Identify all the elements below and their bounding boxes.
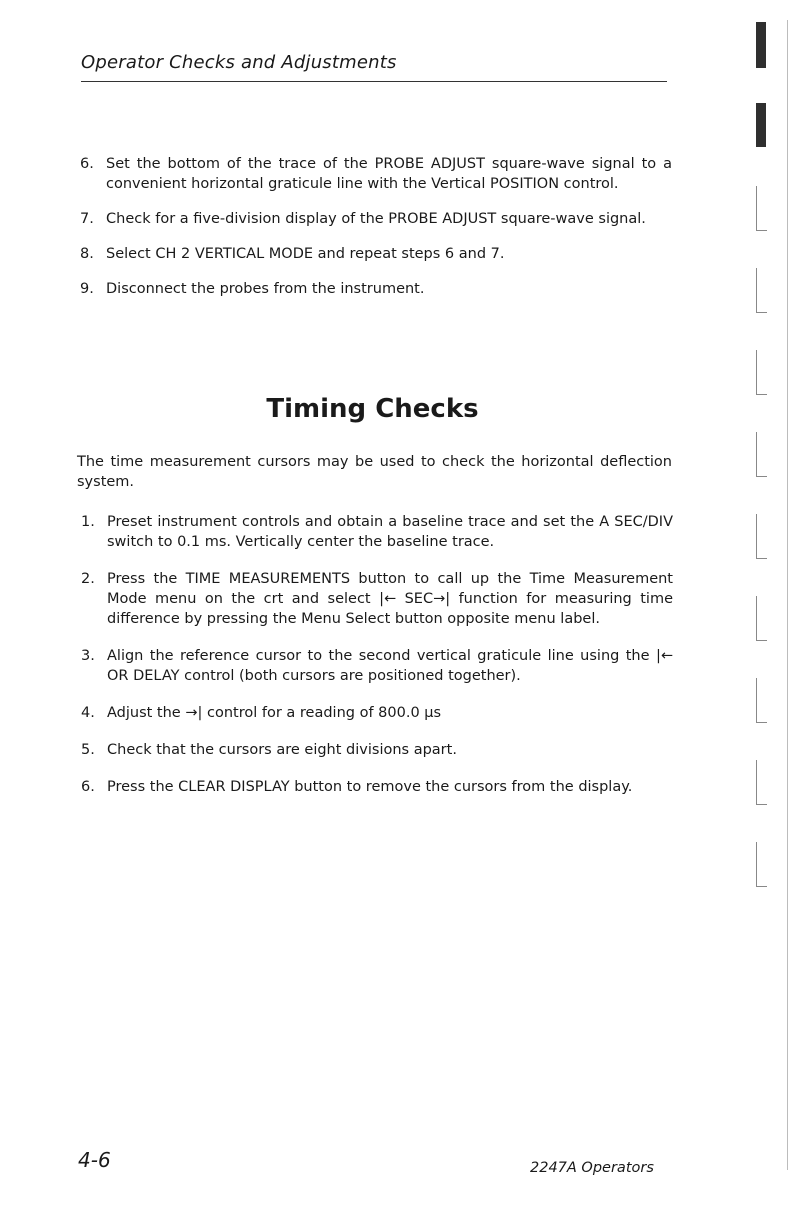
step-text: Adjust the →| control for a reading of 800.0 µs	[107, 705, 442, 721]
list-item	[81, 646, 673, 686]
list-item	[80, 279, 672, 299]
list-item	[80, 209, 672, 229]
list-item	[80, 244, 672, 264]
page-edge	[787, 20, 788, 1170]
thumb-tab-marker	[756, 22, 766, 68]
list-item	[81, 740, 673, 760]
thumb-tab-marker	[756, 350, 767, 395]
list-item	[81, 512, 673, 552]
step-number: 5.	[81, 742, 95, 758]
step-number: 6.	[80, 156, 94, 172]
thumb-tab-marker	[756, 678, 767, 723]
step-number: 4.	[81, 705, 95, 721]
list-item	[81, 569, 673, 629]
page-number: 4-6	[78, 1148, 111, 1172]
step-number: 7.	[80, 211, 94, 227]
thumb-tab-marker	[756, 268, 767, 313]
thumb-tab-marker	[756, 186, 767, 231]
list-item	[81, 777, 673, 797]
step-text: Align the reference cursor to the second vertical graticule line using the |← OR DELAY control (both cursors are positioned together).	[107, 648, 673, 684]
thumb-tab-marker	[756, 760, 767, 805]
step-number: 9.	[80, 281, 94, 297]
running-header: Operator Checks and Adjustments	[81, 52, 397, 73]
step-text: Preset instrument controls and obtain a baseline trace and set the A SEC/DIV switch to 0.1 ms. Vertically center the baseline trace.	[107, 514, 673, 550]
section-intro: The time measurement cursors may be used to check the horizontal deflection system.	[77, 454, 672, 490]
section-heading: Timing Checks	[266, 394, 479, 424]
header-rule	[81, 81, 667, 82]
step-number: 2.	[81, 571, 95, 587]
step-number: 8.	[80, 246, 94, 262]
list-item	[81, 703, 673, 723]
step-text: Select CH 2 VERTICAL MODE and repeat steps 6 and 7.	[106, 246, 505, 262]
manual-title: 2247A Operators	[530, 1160, 654, 1176]
step-text: Disconnect the probes from the instrument.	[106, 281, 425, 297]
thumb-tab-marker	[756, 103, 766, 147]
thumb-tab-marker	[756, 514, 767, 559]
thumb-tab-marker	[756, 596, 767, 641]
step-number: 6.	[81, 779, 95, 795]
procedure-list-part1	[80, 154, 672, 314]
step-text: Set the bottom of the trace of the PROBE ADJUST square-wave signal to a convenient horizontal graticule line with the Vertical POSITION control.	[106, 156, 672, 192]
step-text: Check that the cursors are eight divisions apart.	[107, 742, 457, 758]
thumb-tab-marker	[756, 842, 767, 887]
step-text: Press the CLEAR DISPLAY button to remove the cursors from the display.	[107, 779, 633, 795]
step-text: Press the TIME MEASUREMENTS button to call up the Time Measurement Mode menu on the crt and select |← SEC→| function for measuring time difference by pressing the Menu Select button opposite menu label.	[107, 571, 673, 627]
step-number: 1.	[81, 514, 95, 530]
step-number: 3.	[81, 648, 95, 664]
step-text: Check for a five-division display of the PROBE ADJUST square-wave signal.	[106, 211, 646, 227]
list-item	[80, 154, 672, 194]
thumb-tab-marker	[756, 432, 767, 477]
procedure-list-part2	[81, 512, 673, 814]
